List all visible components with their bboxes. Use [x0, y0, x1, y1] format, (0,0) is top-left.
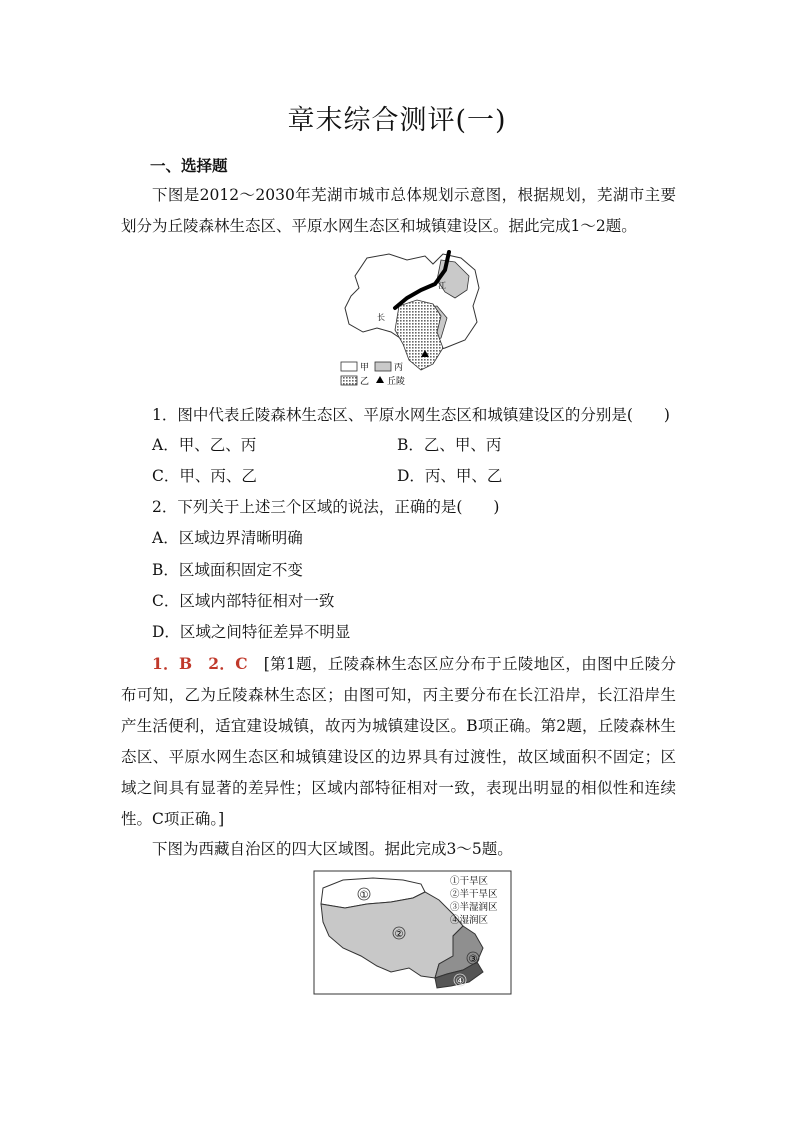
legend-hill-icon [376, 376, 384, 383]
river-label-jiang: 江 [438, 281, 446, 290]
q1-option-a: A．甲、乙、丙 [152, 436, 257, 454]
intro-paragraph-1: 下图是2012～2030年芜湖市城市总体规划示意图，根据规划，芜湖市主要划分为丘陵森林生态区、平原水网生态区和城镇建设区。据此完成1～2题。 [121, 186, 676, 235]
q1-option-d: D．丙、甲、乙 [397, 467, 503, 485]
q2-option-b: B．区域面积固定不变 [152, 561, 303, 579]
region-label-3: ③ [468, 954, 478, 965]
answer-key: 1．B 2．C [152, 654, 248, 673]
region-label-1: ① [359, 890, 369, 901]
answer-explanation [121, 648, 676, 835]
tibet-regions-map [313, 870, 513, 996]
legend-arid: ①干旱区 [450, 876, 489, 887]
section-heading: 一、选择题 [150, 156, 228, 175]
wuhu-planning-map [337, 248, 487, 393]
legend-humid: ④湿润区 [450, 915, 489, 926]
region-yi [395, 300, 443, 370]
legend-hill: 丘陵 [387, 377, 406, 387]
q1-option-b: B．乙、甲、丙 [397, 436, 502, 454]
q2-option-a: A．区域边界清晰明确 [152, 529, 303, 547]
q2-option-c: C．区域内部特征相对一致 [152, 592, 335, 610]
legend-semiarid: ②半干旱区 [450, 889, 498, 900]
legend-semihumid: ③半湿润区 [450, 902, 498, 913]
intro-paragraph-2: 下图为西藏自治区的四大区域图。据此完成3～5题。 [152, 840, 513, 858]
q1-stem: 1．图中代表丘陵森林生态区、平原水网生态区和城镇建设区的分别是( ) [152, 406, 670, 424]
legend-jia: 甲 [360, 363, 370, 373]
page-title: 章末综合测评(一) [287, 105, 507, 136]
region-label-2: ② [394, 929, 404, 940]
legend-yi: 乙 [360, 377, 370, 387]
region-label-4: ④ [455, 976, 465, 987]
q2-option-d: D．区域之间特征差异不明显 [152, 623, 351, 641]
q1-option-c: C．甲、丙、乙 [152, 467, 257, 485]
river-label-chang: 长 [377, 313, 385, 322]
legend-bing: 丙 [394, 363, 404, 373]
answer-text: [第1题，丘陵森林生态区应分布于丘陵地区，由图中丘陵分布可知，乙为丘陵森林生态区；由图可知，丙主要分布在长江沿岸，长江沿岸生产生活便利，适宜建设城镇，故丙为城镇建设区。B项正确。第2题，丘陵森林生态区、平原水网生态区和城镇建设区的边界具有过渡性，故区域面积不固定；区域之间具有显著的差异性；区域内部特征相对一致，表现出明显的相似性和连续性。C项正确。] [121, 655, 676, 828]
q2-stem: 2．下列关于上述三个区域的说法，正确的是( ) [152, 498, 500, 516]
